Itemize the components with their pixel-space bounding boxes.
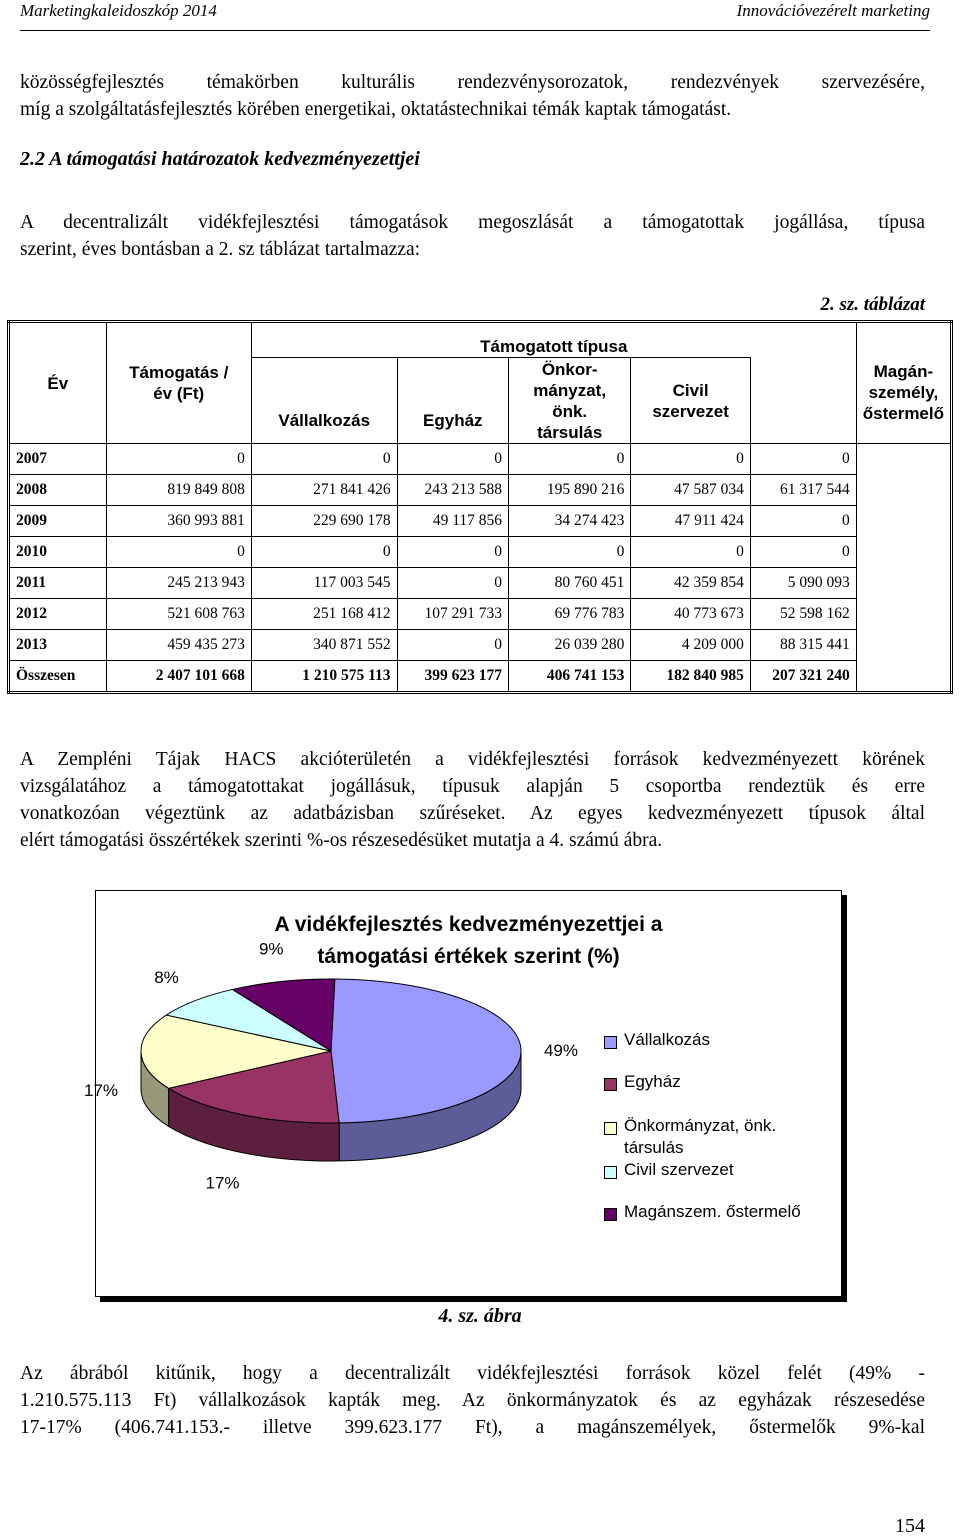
table-row [9, 444, 952, 475]
value-cell: 182 840 985 [631, 661, 751, 693]
value-cell: 0 [750, 444, 856, 475]
value-cell: 47 587 034 [631, 475, 751, 506]
year-cell: 2008 [9, 475, 107, 506]
table-row [9, 599, 952, 630]
pie-data-label: 9% [258, 939, 284, 959]
analysis-line: A Zempléni Tájak HACS akcióterületén a vidékfejlesztési források kedvezményezett körének [20, 749, 925, 770]
conclusion-paragraph [20, 1360, 925, 1441]
analysis-line: vizsgálatához a támogatottakat jogállásuk, típusuk alapján 5 csoportba rendeztük és erre [20, 776, 925, 797]
value-cell: 271 841 426 [251, 475, 397, 506]
value-cell: 251 168 412 [251, 599, 397, 630]
year-cell: 2011 [9, 568, 107, 599]
value-cell: 340 871 552 [251, 630, 397, 661]
year-cell: Összesen [9, 661, 107, 693]
header-section: Innovációvezérelt marketing [736, 1, 930, 20]
legend-label: Vállalkozás [624, 1030, 710, 1049]
table-row [9, 506, 952, 537]
analysis-paragraph [20, 746, 925, 854]
page-number: 154 [895, 1515, 925, 1537]
intro-line: míg a szolgáltatásfejlesztés körében energetikai, oktatástechnikai témák kaptak támogatást. [20, 99, 732, 120]
pie-data-label: 17% [205, 1173, 240, 1193]
section-line: A decentralizált vidékfejlesztési támogatások megoszlását a támogatottak jogállása, típusa [20, 212, 925, 233]
legend-swatch [604, 1208, 617, 1221]
value-cell: 0 [631, 537, 751, 568]
value-cell: 399 623 177 [397, 661, 508, 693]
value-cell: 521 608 763 [106, 599, 251, 630]
analysis-line: vonatkozóan végeztünk az adatbázisban szűréseket. Az egyes kedvezményezett típusok által [20, 803, 925, 824]
running-header [20, 0, 930, 31]
pie-data-label: 49% [543, 1040, 579, 1060]
legend-swatch [604, 1166, 617, 1179]
value-cell: 0 [631, 444, 751, 475]
value-cell: 117 003 545 [251, 568, 397, 599]
col-header-private: Magán- személy, őstermelő [856, 322, 951, 444]
value-cell: 360 993 881 [106, 506, 251, 537]
value-cell: 0 [251, 444, 397, 475]
pie-svg [83, 891, 841, 1296]
chart-title-line: A vidékfejlesztés kedvezményezettjei a [274, 913, 663, 936]
value-cell: 0 [509, 537, 631, 568]
figure-caption: 4. sz. ábra [438, 1305, 522, 1327]
value-cell: 49 117 856 [397, 506, 508, 537]
conclusion-line: Az ábrából kitűnik, hogy a decentralizált vidékfejlesztési források közel felét (49% - [20, 1363, 925, 1384]
section-line: szerint, éves bontásban a 2. sz táblázat tartalmazza: [20, 239, 421, 260]
value-cell: 34 274 423 [509, 506, 631, 537]
table-row [9, 475, 952, 506]
value-cell: 69 776 783 [509, 599, 631, 630]
table-row [9, 630, 952, 661]
section-title: 2.2 A támogatási határozatok kedvezményezettjei [20, 148, 420, 170]
conclusion-line: 1.210.575.113 Ft) vállalkozások kapták meg. Az önkormányzatok és az egyházak részesedése [20, 1390, 925, 1411]
col-header-municipality: Önkor- mányzat, önk. társulás [509, 358, 631, 444]
value-cell: 2 407 101 668 [106, 661, 251, 693]
intro-line: közösségfejlesztés témakörben kulturális rendezvénysorozatok, rendezvények szervezésére, [20, 72, 925, 93]
value-cell: 195 890 216 [509, 475, 631, 506]
value-cell: 245 213 943 [106, 568, 251, 599]
analysis-line: elért támogatási összértékek szerinti %-os részesedésüket mutatja a 4. számú ábra. [20, 830, 663, 851]
value-cell: 47 911 424 [631, 506, 751, 537]
value-cell: 0 [251, 537, 397, 568]
legend-label: Civil szervezet [624, 1160, 734, 1179]
value-cell: 107 291 733 [397, 599, 508, 630]
col-header-total: Támogatás / év (Ft) [106, 322, 251, 444]
value-cell: 0 [397, 630, 508, 661]
value-cell: 0 [509, 444, 631, 475]
col-header-year: Év [9, 322, 107, 444]
value-cell: 4 209 000 [631, 630, 751, 661]
value-cell: 459 435 273 [106, 630, 251, 661]
legend-label: Egyház [624, 1072, 681, 1091]
value-cell: 243 213 588 [397, 475, 508, 506]
value-cell: 52 598 162 [750, 599, 856, 630]
year-cell: 2010 [9, 537, 107, 568]
year-cell: 2007 [9, 444, 107, 475]
value-cell: 0 [106, 537, 251, 568]
value-cell: 0 [397, 568, 508, 599]
legend-swatch [604, 1036, 617, 1049]
year-cell: 2013 [9, 630, 107, 661]
year-cell: 2012 [9, 599, 107, 630]
value-cell: 0 [106, 444, 251, 475]
legend-label: Magánszem. őstermelő [624, 1202, 801, 1221]
pie-data-label: 17% [83, 1081, 119, 1101]
value-cell: 819 849 808 [106, 475, 251, 506]
table-row [9, 537, 952, 568]
value-cell: 229 690 178 [251, 506, 397, 537]
year-cell: 2009 [9, 506, 107, 537]
value-cell: 406 741 153 [509, 661, 631, 693]
legend-label: Önkormányzat, önk. társulás [624, 1116, 777, 1157]
value-cell: 0 [397, 537, 508, 568]
value-cell: 80 760 451 [509, 568, 631, 599]
value-cell: 88 315 441 [750, 630, 856, 661]
col-group-header: Támogatott típusa [480, 337, 628, 357]
value-cell: 207 321 240 [750, 661, 856, 693]
col-header-church: Egyház [397, 358, 508, 444]
funding-table [7, 320, 953, 694]
value-cell: 61 317 544 [750, 475, 856, 506]
value-cell: 0 [750, 506, 856, 537]
value-cell: 5 090 093 [750, 568, 856, 599]
legend-swatch [604, 1122, 617, 1135]
legend-swatch [604, 1078, 617, 1091]
pie-chart [83, 890, 842, 1297]
chart-title-line: támogatási értékek szerint (%) [317, 945, 620, 968]
value-cell: 0 [397, 444, 508, 475]
section-paragraph [20, 209, 925, 263]
conclusion-line: 17-17% (406.741.153.- illetve 399.623.177 Ft), a magánszemélyek, őstermelők 9%-kal [20, 1417, 925, 1438]
table-row [9, 568, 952, 599]
value-cell: 40 773 673 [631, 599, 751, 630]
pie-data-label: 8% [154, 967, 179, 987]
value-cell: 0 [750, 537, 856, 568]
col-header-enterprise: Vállalkozás [251, 358, 397, 444]
table-label: 2. sz. táblázat [820, 294, 925, 315]
value-cell: 42 359 854 [631, 568, 751, 599]
header-publication: Marketingkaleidoszkóp 2014 [20, 1, 217, 20]
table-total-row [9, 661, 952, 693]
intro-paragraph [20, 69, 925, 123]
col-header-civil: Civil szervezet [631, 358, 751, 444]
value-cell: 1 210 575 113 [251, 661, 397, 693]
value-cell: 26 039 280 [509, 630, 631, 661]
